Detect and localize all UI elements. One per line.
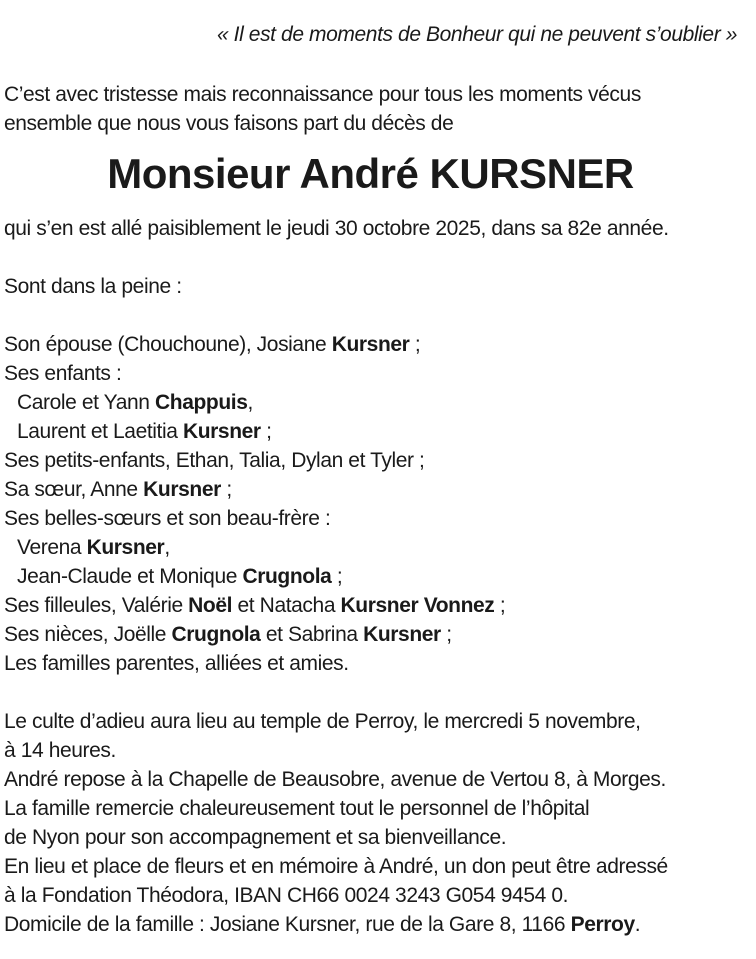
family-name-bold: Kursner	[86, 536, 165, 559]
text-segment: La famille remercie chaleureusement tout le personnel de l’hôpital	[4, 797, 590, 820]
text-segment: Le culte d’adieu aura lieu au temple de Perroy, le mercredi 5 novembre,	[4, 710, 641, 733]
notice-line	[4, 881, 737, 910]
notice-line	[4, 736, 737, 765]
notice-line	[4, 109, 737, 138]
notice-line	[4, 446, 737, 475]
text-segment: ;	[331, 565, 343, 588]
notice-line	[4, 649, 737, 678]
notice-line	[4, 359, 737, 388]
text-segment: qui s’en est allé paisiblement le jeudi 30 octobre 2025, dans sa 82e année.	[4, 217, 669, 240]
notice-line	[4, 794, 737, 823]
text-segment: à 14 heures.	[4, 739, 116, 762]
notice-line	[4, 591, 737, 620]
notice-line	[4, 272, 737, 301]
memorial-quote: « Il est de moments de Bonheur qui ne peuvent s’oublier »	[216, 23, 737, 46]
notice-line	[4, 330, 737, 359]
family-name-bold: Chappuis	[155, 391, 248, 414]
text-segment: ;	[409, 333, 421, 356]
text-segment: Les familles parentes, alliées et amies.	[4, 652, 349, 675]
text-segment: Verena	[17, 536, 87, 559]
family-name-bold: Kursner	[143, 478, 221, 501]
text-segment: ;	[494, 594, 506, 617]
family-name-bold: Crugnola	[242, 565, 332, 588]
death-date-line	[4, 214, 737, 243]
notice-line	[4, 765, 737, 794]
text-segment: Jean-Claude et Monique	[17, 565, 243, 588]
deceased-name-title: Monsieur André KURSNER	[107, 150, 634, 197]
family-name-bold: Kursner Vonnez	[340, 594, 495, 617]
text-segment: Sa sœur, Anne	[4, 478, 144, 501]
text-segment: ;	[260, 420, 272, 443]
text-segment: ;	[220, 478, 232, 501]
notice-line	[4, 620, 737, 649]
notice-line	[4, 852, 737, 881]
family-name-bold: Kursner	[182, 420, 261, 443]
family-name-bold: Crugnola	[171, 623, 261, 646]
family-name-bold: Kursner	[363, 623, 441, 646]
text-segment: .	[634, 913, 641, 936]
text-segment: Ses enfants :	[4, 362, 122, 385]
notice-line	[4, 475, 737, 504]
text-segment: ;	[440, 623, 452, 646]
text-segment: André repose à la Chapelle de Beausobre, avenue de Vertou 8, à Morges.	[4, 768, 666, 791]
text-segment: C’est avec tristesse mais reconnaissance pour tous les moments vécus	[4, 83, 641, 106]
intro-paragraph	[4, 80, 737, 138]
notice-line	[4, 388, 737, 417]
text-segment: et Sabrina	[260, 623, 364, 646]
text-segment: ,	[164, 536, 170, 559]
mourning-header	[4, 272, 737, 301]
text-segment: Ses nièces, Joëlle	[4, 623, 172, 646]
text-segment: Sont dans la peine :	[4, 275, 182, 298]
notice-line	[4, 504, 737, 533]
text-segment: Domicile de la famille : Josiane Kursner, rue de la Gare 8, 1166	[4, 913, 571, 936]
text-segment: ensemble que nous vous faisons part du décès de	[4, 112, 454, 135]
family-name-bold: Kursner	[331, 333, 410, 356]
text-segment: Son épouse (Chouchoune), Josiane	[4, 333, 332, 356]
notice-line	[4, 80, 737, 109]
text-segment: Ses petits-enfants, Ethan, Talia, Dylan et Tyler ;	[4, 449, 425, 472]
text-segment: En lieu et place de fleurs et en mémoire à André, un don peut être adressé	[4, 855, 668, 878]
notice-line	[4, 910, 737, 939]
notice-line	[4, 562, 737, 591]
text-segment: ,	[247, 391, 253, 414]
notice-line	[4, 823, 737, 852]
text-segment: Laurent et Laetitia	[17, 420, 183, 443]
text-segment: de Nyon pour son accompagnement et sa bienveillance.	[4, 826, 507, 849]
notice-line	[4, 214, 737, 243]
notice-line	[4, 417, 737, 446]
family-name-bold: Perroy	[570, 913, 635, 936]
family-list	[4, 330, 737, 678]
notice-line	[4, 707, 737, 736]
family-name-bold: Noël	[188, 594, 233, 617]
text-segment: Ses filleules, Valérie	[4, 594, 189, 617]
notice-line	[4, 533, 737, 562]
text-segment: Ses belles-sœurs et son beau-frère :	[4, 507, 331, 530]
text-segment: à la Fondation Théodora, IBAN CH66 0024 3243 G054 9454 0.	[4, 884, 569, 907]
ceremony-details	[4, 707, 737, 939]
text-segment: Carole et Yann	[17, 391, 155, 414]
text-segment: et Natacha	[232, 594, 341, 617]
